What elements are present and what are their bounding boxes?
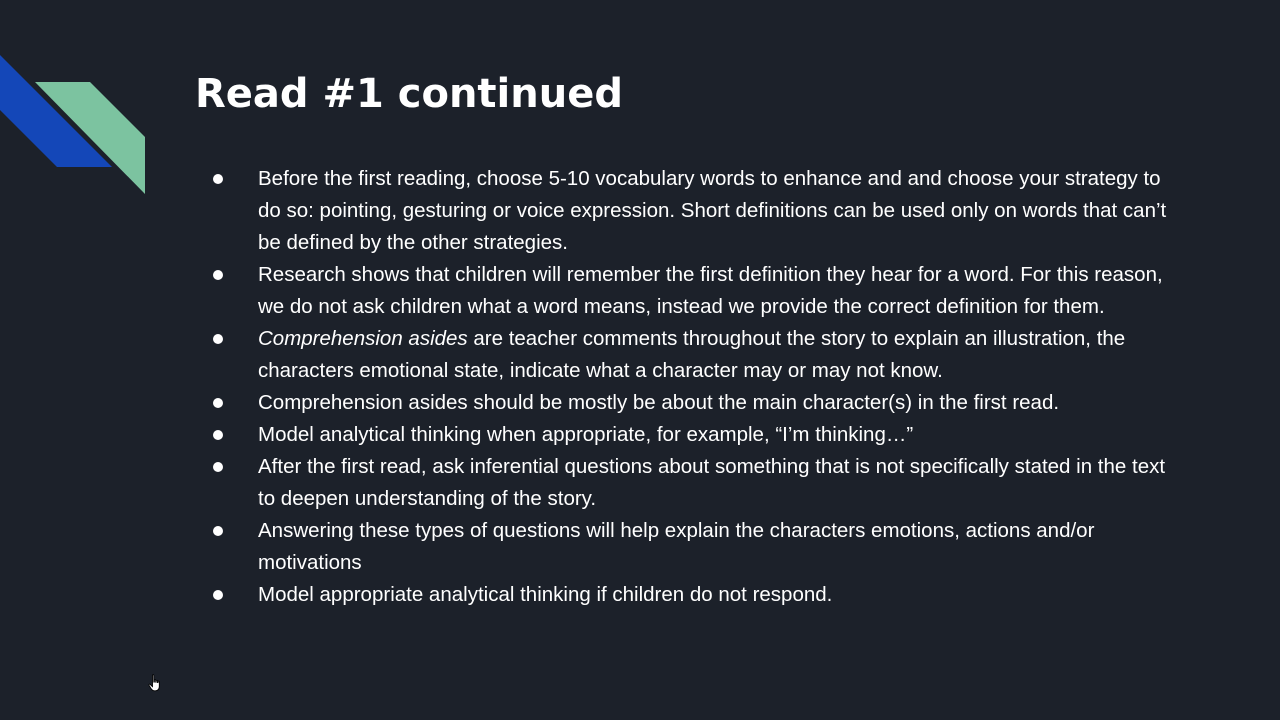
bullet-item (258, 163, 1168, 259)
bullet-item (258, 419, 1168, 451)
bullet-emphasis: Comprehension asides (258, 327, 468, 350)
hand-pointer-icon (148, 674, 162, 692)
bullet-dot-icon (213, 334, 223, 344)
bullet-text: Answering these types of questions will help explain the characters emotions, actions and/or motivations (258, 519, 1095, 574)
bullet-item (258, 451, 1168, 515)
bullet-dot-icon (213, 462, 223, 472)
slide-title: Read #1 continued (195, 71, 623, 117)
bullet-dot-icon (213, 526, 223, 536)
bullet-dot-icon (213, 430, 223, 440)
bullet-list (258, 163, 1168, 611)
bullet-item (258, 579, 1168, 611)
bullet-dot-icon (213, 174, 223, 184)
bullet-text: After the first read, ask inferential questions about something that is not specifically stated in the text to deepen understanding of the story. (258, 455, 1166, 510)
bullet-item (258, 387, 1168, 419)
bullet-dot-icon (213, 590, 223, 600)
bullet-text: Research shows that children will remember the first definition they hear for a word. For this reason, we do not ask children what a word means, instead we provide the correct definition for them. (258, 263, 1163, 318)
bullet-item (258, 515, 1168, 579)
bullet-dot-icon (213, 270, 223, 280)
bullet-text: Model appropriate analytical thinking if children do not respond. (258, 583, 833, 606)
bullet-text: Model analytical thinking when appropriate, for example, “I’m thinking…” (258, 423, 914, 446)
bullet-dot-icon (213, 398, 223, 408)
bullet-text: are teacher comments throughout the story to explain an illustration, the characters emotional state, indicate what a character may or may not know. (258, 327, 1126, 382)
bullet-text: Before the first reading, choose 5-10 vocabulary words to enhance and and choose your strategy to do so: pointing, gesturing or voice expression. Short definitions can be used only on words that can’t be defined by the other strategies. (258, 167, 1167, 254)
bullet-item (258, 259, 1168, 323)
bullet-item (258, 323, 1168, 387)
diagonal-stripes-decoration (0, 0, 160, 210)
bullet-text: Comprehension asides should be mostly be about the main character(s) in the first read. (258, 391, 1060, 414)
